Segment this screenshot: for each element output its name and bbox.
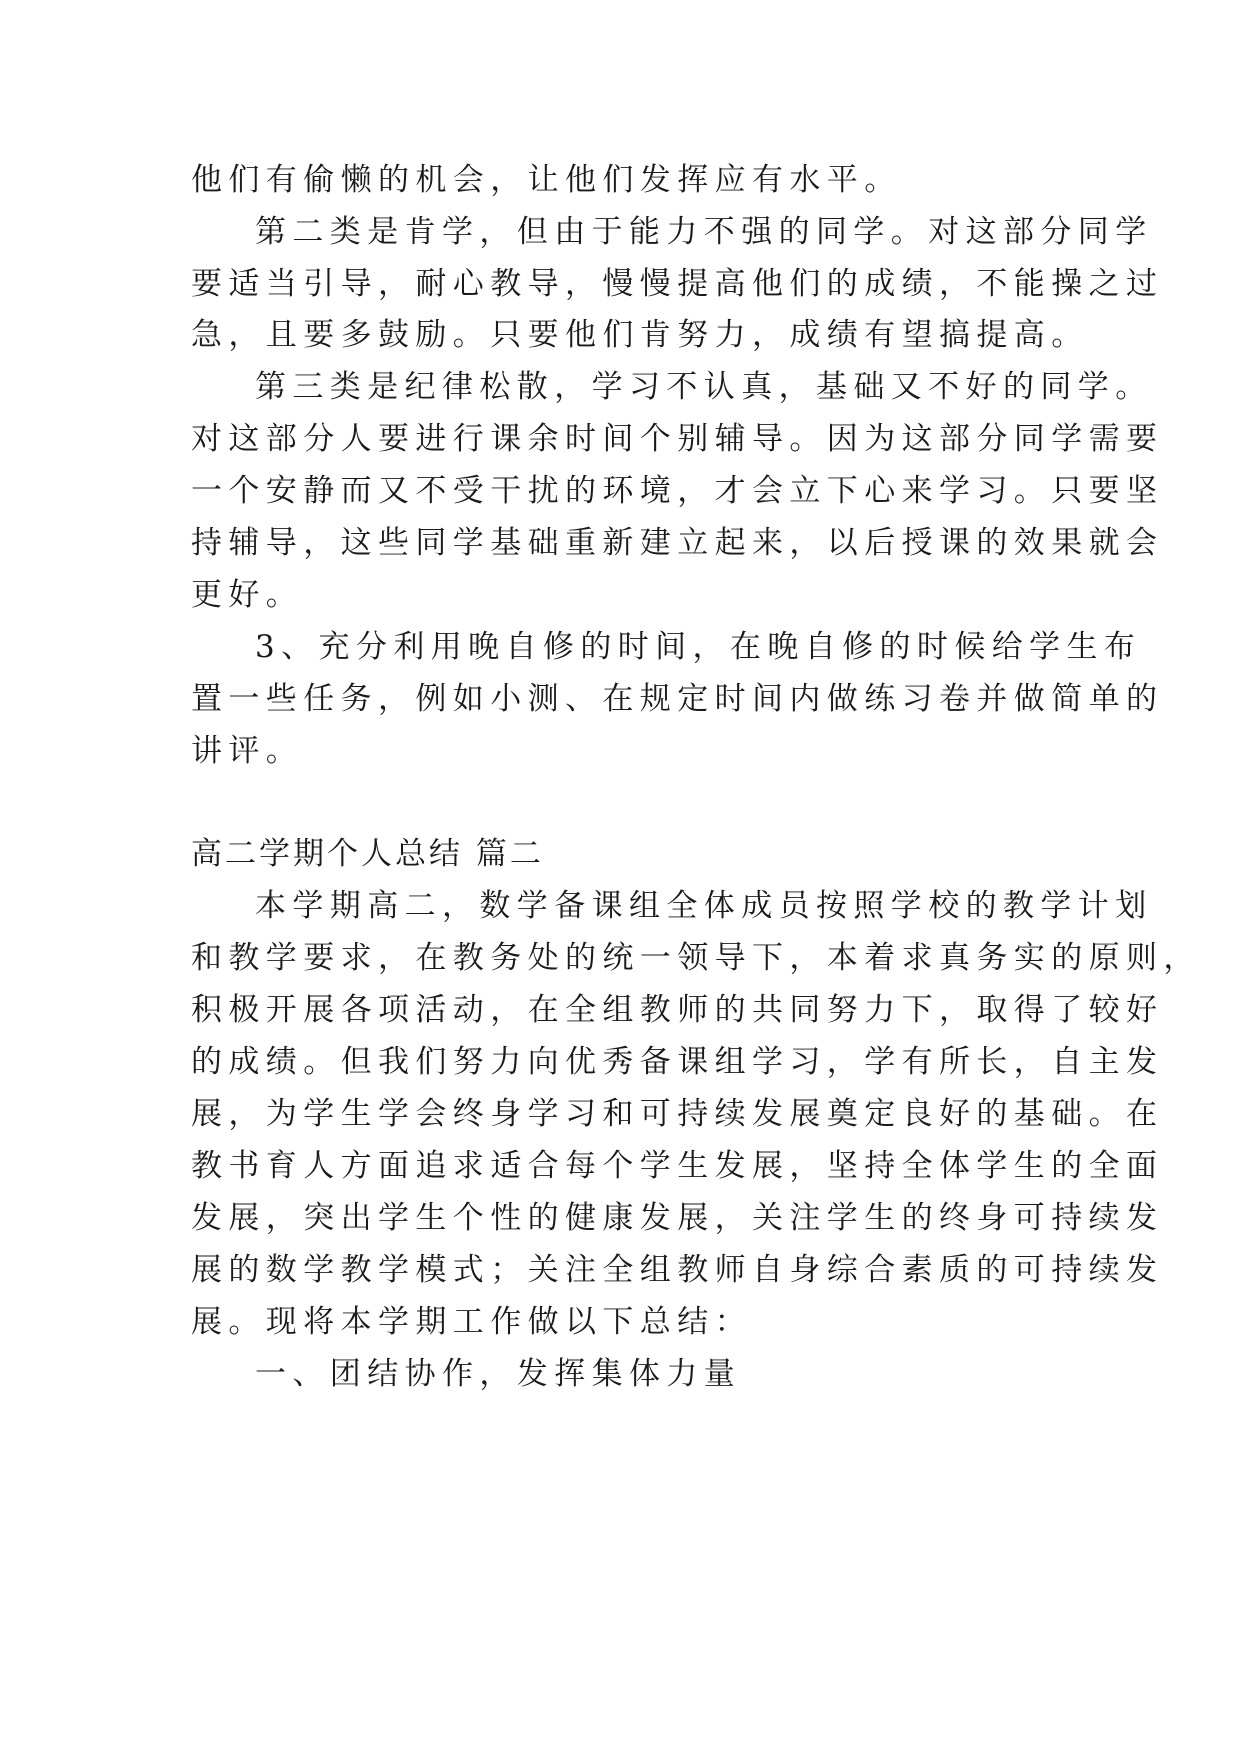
paragraph-line: 展。现将本学期工作做以下总结： (191, 1304, 752, 1340)
paragraph-line: 教书育人方面追求适合每个学生发展，坚持全体学生的全面 (191, 1148, 1164, 1184)
paragraph-line: 对这部分人要进行课余时间个别辅导。因为这部分同学需要 (191, 421, 1164, 457)
paragraph-line: 展，为学生学会终身学习和可持续发展奠定良好的基础。在 (191, 1096, 1164, 1132)
paragraph-line: 第三类是纪律松散，学习不认真，基础又不好的同学。 (255, 369, 1153, 405)
paragraph-line: 讲评。 (191, 733, 304, 769)
paragraph-line: 持辅导，这些同学基础重新建立起来，以后授课的效果就会 (191, 525, 1164, 561)
paragraph-line: 发展，突出学生个性的健康发展，关注学生的终身可持续发 (191, 1200, 1164, 1236)
paragraph-line: 他们有偷懒的机会，让他们发挥应有水平。 (191, 162, 902, 198)
paragraph-line: 一个安静而又不受干扰的环境，才会立下心来学习。只要坚 (191, 473, 1164, 509)
paragraph-line: 要适当引导，耐心教导，慢慢提高他们的成绩，不能操之过 (191, 266, 1164, 302)
paragraph-line: 一、团结协作，发挥集体力量 (255, 1356, 742, 1392)
paragraph-line: 积极开展各项活动，在全组教师的共同努力下，取得了较好 (191, 992, 1164, 1028)
paragraph-line: 的成绩。但我们努力向优秀备课组学习，学有所长，自主发 (191, 1044, 1164, 1080)
paragraph-line: 第二类是肯学，但由于能力不强的同学。对这部分同学 (255, 214, 1153, 250)
section-heading: 高二学期个人总结 篇二 (191, 836, 544, 872)
paragraph-line: 置一些任务，例如小测、在规定时间内做练习卷并做简单的 (191, 681, 1164, 717)
paragraph-line: 和教学要求，在教务处的统一领导下，本着求真务实的原则， (191, 940, 1201, 976)
paragraph-line: 更好。 (191, 577, 304, 613)
paragraph-line: 急，且要多鼓励。只要他们肯努力，成绩有望搞提高。 (191, 317, 1089, 353)
paragraph-line: 本学期高二，数学备课组全体成员按照学校的教学计划 (255, 888, 1153, 924)
paragraph-line: 3、充分利用晚自修的时间，在晚自修的时候给学生布 (255, 629, 1142, 665)
paragraph-line: 展的数学教学模式；关注全组教师自身综合素质的可持续发 (191, 1252, 1164, 1288)
